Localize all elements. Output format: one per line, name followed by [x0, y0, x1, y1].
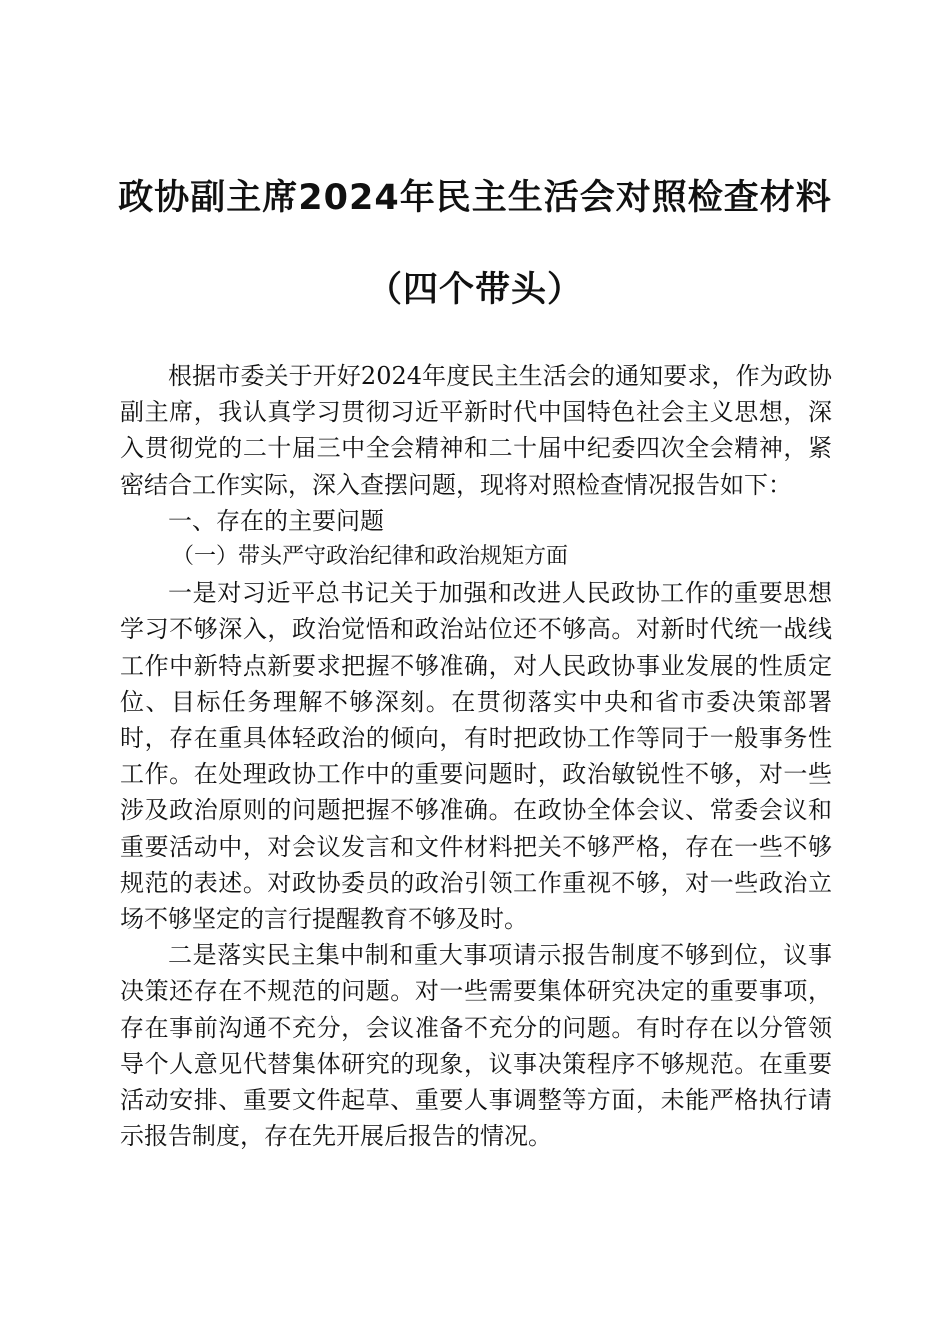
subsection-heading: （一）带头严守政治纪律和政治规矩方面: [172, 544, 569, 570]
body-paragraph-2: 二是落实民主集中制和重大事项请示报告制度不够到位，议事决策还存在不规范的问题。对一些需要集体研究决定的重要事项，存在事前沟通不充分，会议准备不充分的问题。有时存在以分管领导个人意见代替集体研究的现象，议事决策程序不够规范。在重要活动安排、重要文件起草、重要人事调整等方面，未能严格执行请示报告制度，存在先开展后报告的情况。: [120, 941, 832, 1151]
document-title: 政协副主席2024年民主生活会对照检查材料: [118, 178, 832, 218]
document-body: [120, 358, 832, 1154]
section-heading: 一、存在的主要问题: [168, 506, 384, 535]
document-subtitle: （四个带头）: [366, 270, 583, 310]
body-paragraph-1: 一是对习近平总书记关于加强和改进人民政协工作的重要思想学习不够深入，政治觉悟和政治站位还不够高。对新时代统一战线工作中新特点新要求把握不够准确，对人民政协事业发展的性质定位、目标任务理解不够深刻。在贯彻落实中央和省市委决策部署时，存在重具体轻政治的倾向，有时把政协工作等同于一般事务性工作。在处理政协工作中的重要问题时，政治敏锐性不够，对一些涉及政治原则的问题把握不够准确。在政协全体会议、常委会议和重要活动中，对会议发言和文件材料把关不够严格，存在一些不够规范的表述。对政协委员的政治引领工作重视不够，对一些政治立场不够坚定的言行提醒教育不够及时。: [120, 579, 832, 934]
intro-paragraph: 根据市委关于开好2024年度民主生活会的通知要求，作为政协副主席，我认真学习贯彻习近平新时代中国特色社会主义思想，深入贯彻党的二十届三中全会精神和二十届中纪委四次全会精神，紧密结合工作实际，深入查摆问题，现将对照检查情况报告如下：: [120, 362, 832, 499]
